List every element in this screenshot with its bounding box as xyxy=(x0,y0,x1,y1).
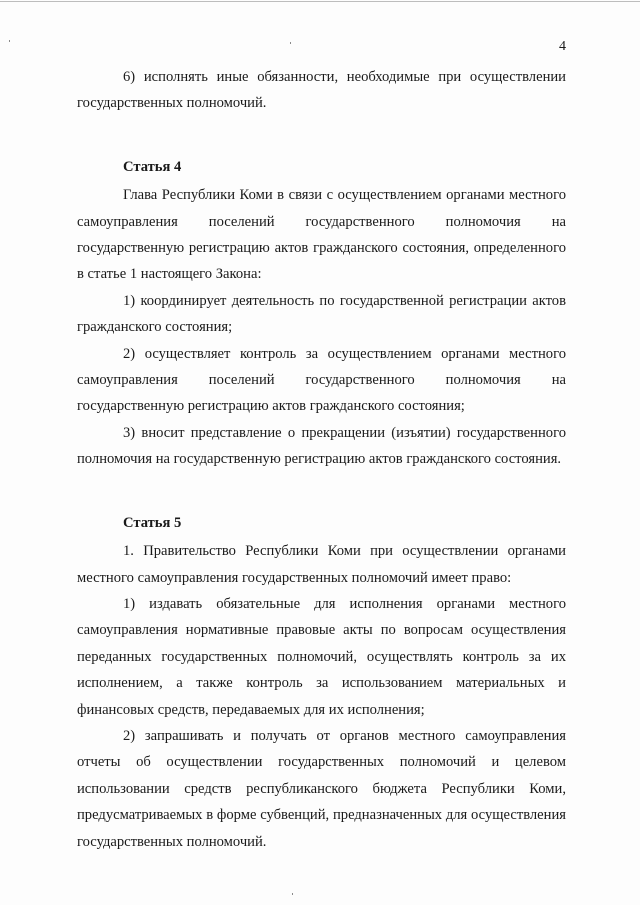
article-4-item-2: 2) осуществляет контроль за осуществлением органами местного самоуправления поселений государственного полномочия на государственную регистрацию актов гражданского состояния; xyxy=(77,345,566,415)
article-5-heading: Статья 5 xyxy=(123,514,182,531)
article-5-lead: 1. Правительство Республики Коми при осуществлении органами местного самоуправления государственных полномочий имеет право: xyxy=(77,543,566,586)
article-4-item-3: 3) вносит представление о прекращении (изъятии) государственного полномочия на государственную регистрацию актов гражданского состояния. xyxy=(77,424,566,468)
scan-speck xyxy=(292,893,293,895)
article-4-lead: Глава Республики Коми в связи с осуществлением органами местного самоуправления поселений государственного полномочия на государственную регистрацию актов гражданского состояния, определенного в статье 1 настоящего Закона: xyxy=(77,187,566,283)
scan-speck xyxy=(290,42,291,44)
article-4-heading: Статья 4 xyxy=(123,158,182,175)
document-body xyxy=(77,64,566,855)
list-item-6: 6) исполнять иные обязанности, необходимые при осуществлении государственных полномочий. xyxy=(77,69,566,112)
article-5-item-2: 2) запрашивать и получать от органов местного самоуправления отчеты об осуществлении государственных полномочий и целевом использовании средств республиканского бюджета Республики Коми, предусматриваемых в форме субвенций, предназначенных для осуществления государственных полномочий. xyxy=(77,727,566,850)
scan-speck xyxy=(9,40,10,42)
article-5-item-1: 1) издавать обязательные для исполнения органами местного самоуправления нормативные правовые акты по вопросам осуществления переданных государственных полномочий, осуществлять контроль за их исполнением, а также контроль за использованием материальных и финансовых средств, передаваемых для их исполнения; xyxy=(77,595,566,718)
article-4-item-1: 1) координирует деятельность по государственной регистрации актов гражданского состояния; xyxy=(77,292,566,336)
page-number: 4 xyxy=(559,39,566,54)
scan-border-line xyxy=(0,1,640,2)
